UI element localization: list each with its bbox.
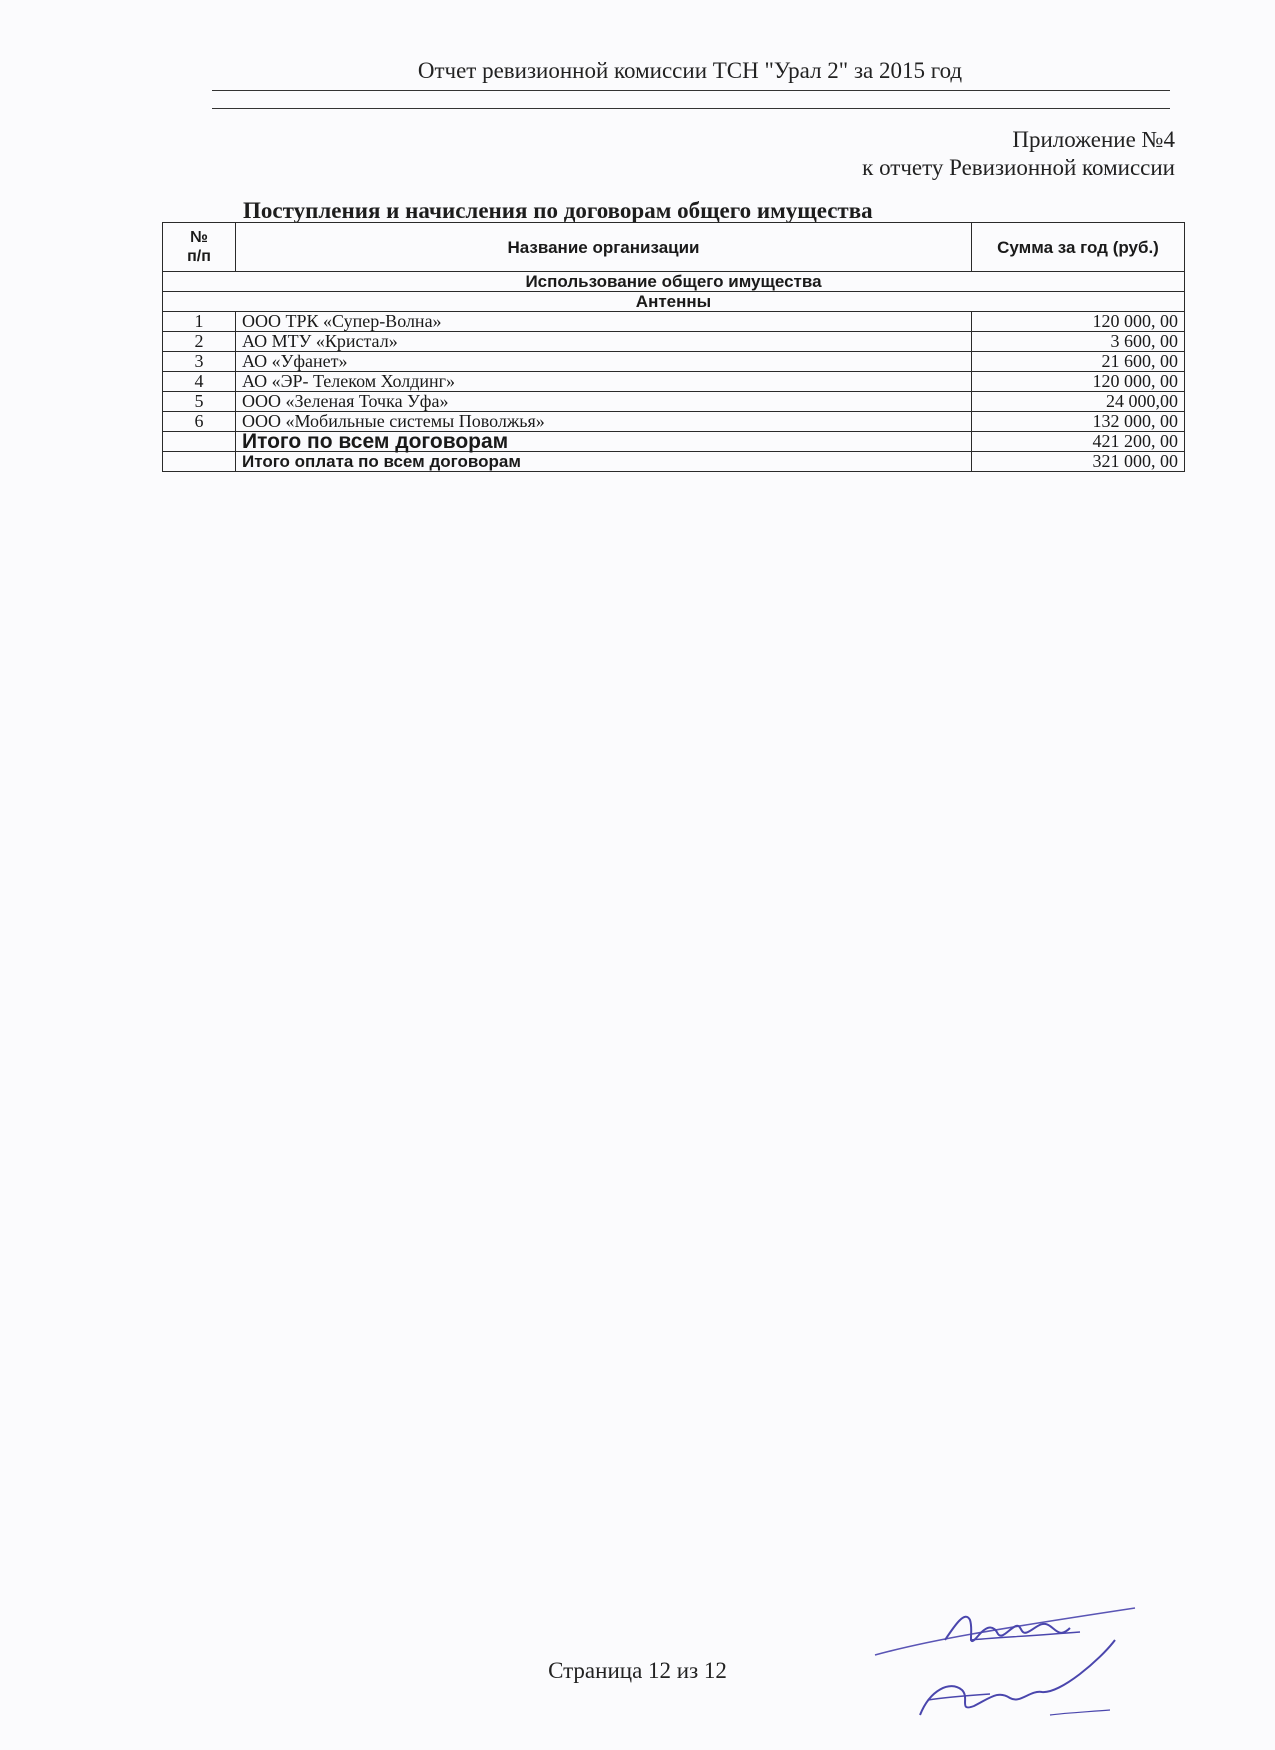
- table-row: [163, 312, 1185, 332]
- row-number: 1: [163, 312, 236, 332]
- total-value: 421 200, 00: [972, 432, 1185, 452]
- row-number: 3: [163, 352, 236, 372]
- header-rule: [212, 90, 1170, 91]
- row-organization: АО МТУ «Кристал»: [236, 332, 972, 352]
- table-row: [163, 412, 1185, 432]
- row-number: 6: [163, 412, 236, 432]
- row-organization: ООО «Мобильные системы Поволжья»: [236, 412, 972, 432]
- total-label: Итого по всем договорам: [236, 432, 972, 452]
- row-organization: ООО ТРК «Супер-Волна»: [236, 312, 972, 332]
- col-header-number-pp: п/п: [187, 248, 211, 265]
- row-sum: 120 000, 00: [972, 372, 1185, 392]
- row-sum: 21 600, 00: [972, 352, 1185, 372]
- row-sum: 3 600, 00: [972, 332, 1185, 352]
- appendix-number: Приложение №4: [1012, 127, 1175, 152]
- row-sum: 120 000, 00: [972, 312, 1185, 332]
- row-organization: ООО «Зеленая Точка Уфа»: [236, 392, 972, 412]
- row-sum: 132 000, 00: [972, 412, 1185, 432]
- subsection-row: [163, 292, 1185, 312]
- col-header-sum: Сумма за год (руб.): [972, 223, 1185, 272]
- col-header-number: [163, 223, 236, 272]
- paid-total-label: Итого оплата по всем договорам: [236, 452, 972, 472]
- appendix-reference: к отчету Ревизионной комиссии: [862, 155, 1175, 180]
- table-header-row: [163, 223, 1185, 272]
- report-header-title: Отчет ревизионной комиссии ТСН "Урал 2" за 2015 год: [417, 58, 963, 83]
- row-organization: АО «ЭР- Телеком Холдинг»: [236, 372, 972, 392]
- col-header-number-sign: №: [190, 229, 208, 246]
- row-organization: АО «Уфанет»: [236, 352, 972, 372]
- table-row: [163, 392, 1185, 412]
- total-row: [163, 432, 1185, 452]
- handwritten-signature: [870, 1540, 1170, 1740]
- table-row: [163, 372, 1185, 392]
- appendix-note: [862, 126, 1175, 182]
- paid-total-row: [163, 452, 1185, 472]
- row-sum: 24 000,00: [972, 392, 1185, 412]
- page-number: Страница 12 из 12: [548, 1658, 727, 1683]
- header-rule: [212, 108, 1170, 109]
- section-label: Использование общего имущества: [163, 272, 1185, 292]
- subsection-label: Антенны: [163, 292, 1185, 312]
- row-number: 4: [163, 372, 236, 392]
- col-header-organization: Название организации: [236, 223, 972, 272]
- contracts-table: [162, 222, 1185, 472]
- row-number: 2: [163, 332, 236, 352]
- table-row: [163, 332, 1185, 352]
- section-row: [163, 272, 1185, 292]
- paid-row-number-cell: [163, 452, 236, 472]
- paid-total-value: 321 000, 00: [972, 452, 1185, 472]
- table-row: [163, 352, 1185, 372]
- row-number: 5: [163, 392, 236, 412]
- total-row-number-cell: [163, 432, 236, 452]
- table-title: Поступления и начисления по договорам общего имущества: [243, 198, 873, 223]
